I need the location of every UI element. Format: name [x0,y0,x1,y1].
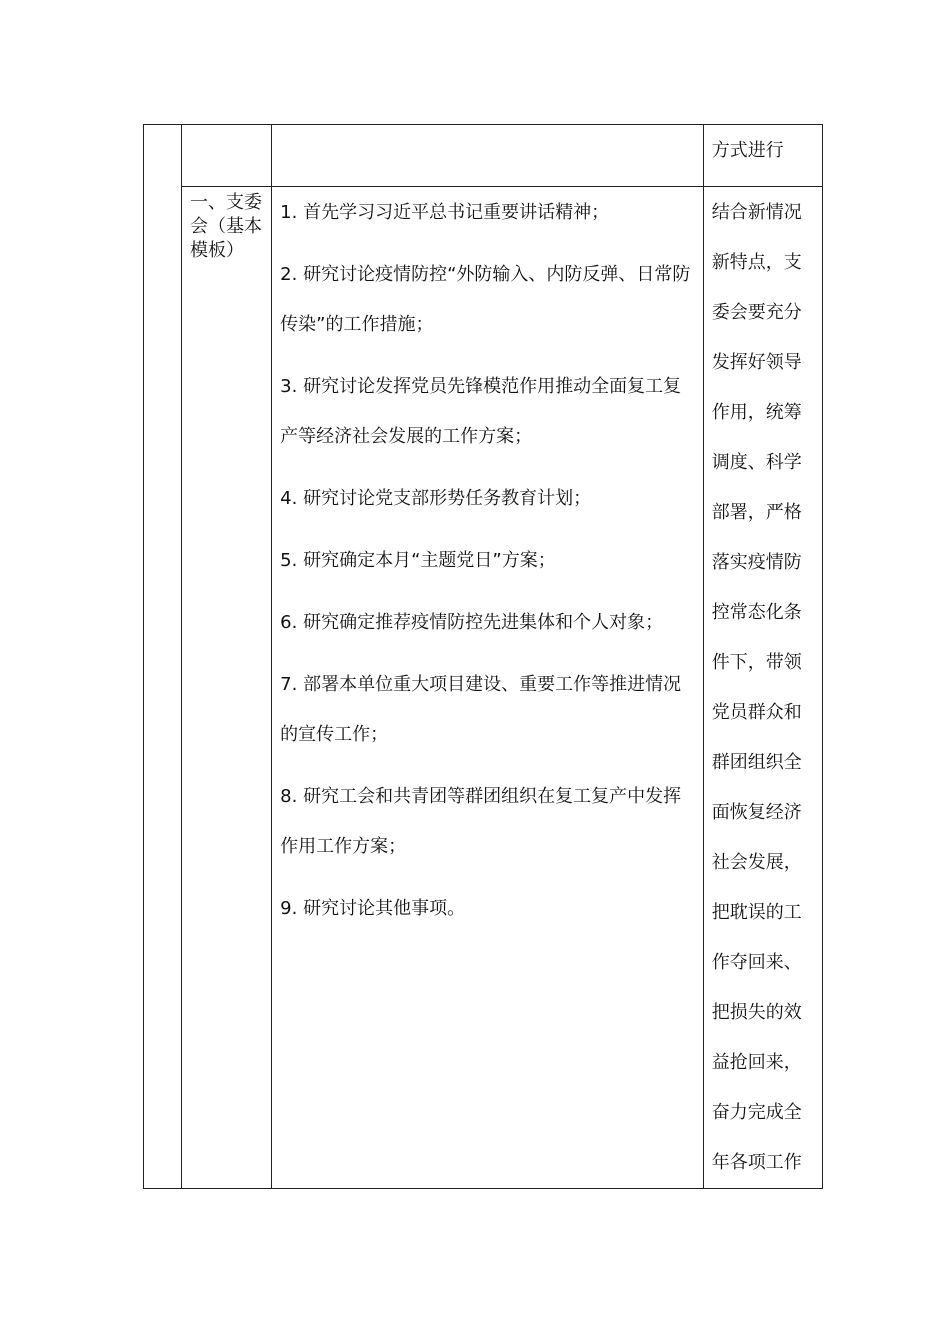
agenda-item: 6. 研究确定推荐疫情防控先进集体和个人对象； [280,612,664,633]
table-cell-items [272,187,704,1189]
table-cell-index-empty [144,125,182,1189]
notes-text: 结合新情况新特点，支委会要充分发挥好领导作用，统筹调度、科学部署，严格落实疫情防控常态化条件下，带领党员群众和群团组织全面恢复经济社会发展，把耽误的工作夺回来、把损失的效益抢回来，奋力完成全年各项工作 [711,202,802,1173]
agenda-list [272,188,703,934]
table-row-branch-committee [144,187,823,1189]
table-row-continuation [144,125,823,187]
category-label: 一、支委会（基本模板） [190,192,263,261]
table-cell-notes [703,187,822,1189]
table-cell-method [703,125,822,187]
agenda-item: 1. 首先学习习近平总书记重要讲话精神； [280,202,610,223]
table-cell-content-empty [272,125,704,187]
agenda-item: 5. 研究确定本月“主题党日”方案； [280,550,556,571]
document-table [143,124,823,1189]
table-cell-category [182,187,272,1189]
agenda-item: 9. 研究讨论其他事项。 [280,898,466,919]
agenda-item: 4. 研究讨论党支部形势任务教育计划； [280,488,592,509]
agenda-item: 3. 研究讨论发挥党员先锋模范作用推动全面复工复产等经济社会发展的工作方案； [280,376,682,447]
method-text: 方式进行 [711,140,784,161]
agenda-item: 8. 研究工会和共青团等群团组织在复工复产中发挥作用工作方案； [280,786,682,857]
agenda-item: 2. 研究讨论疫情防控“外防输入、内防反弹、日常防传染”的工作措施； [280,264,691,335]
agenda-item: 7. 部署本单位重大项目建设、重要工作等推进情况的宣传工作； [280,674,682,745]
table-cell-category-empty [182,125,272,187]
